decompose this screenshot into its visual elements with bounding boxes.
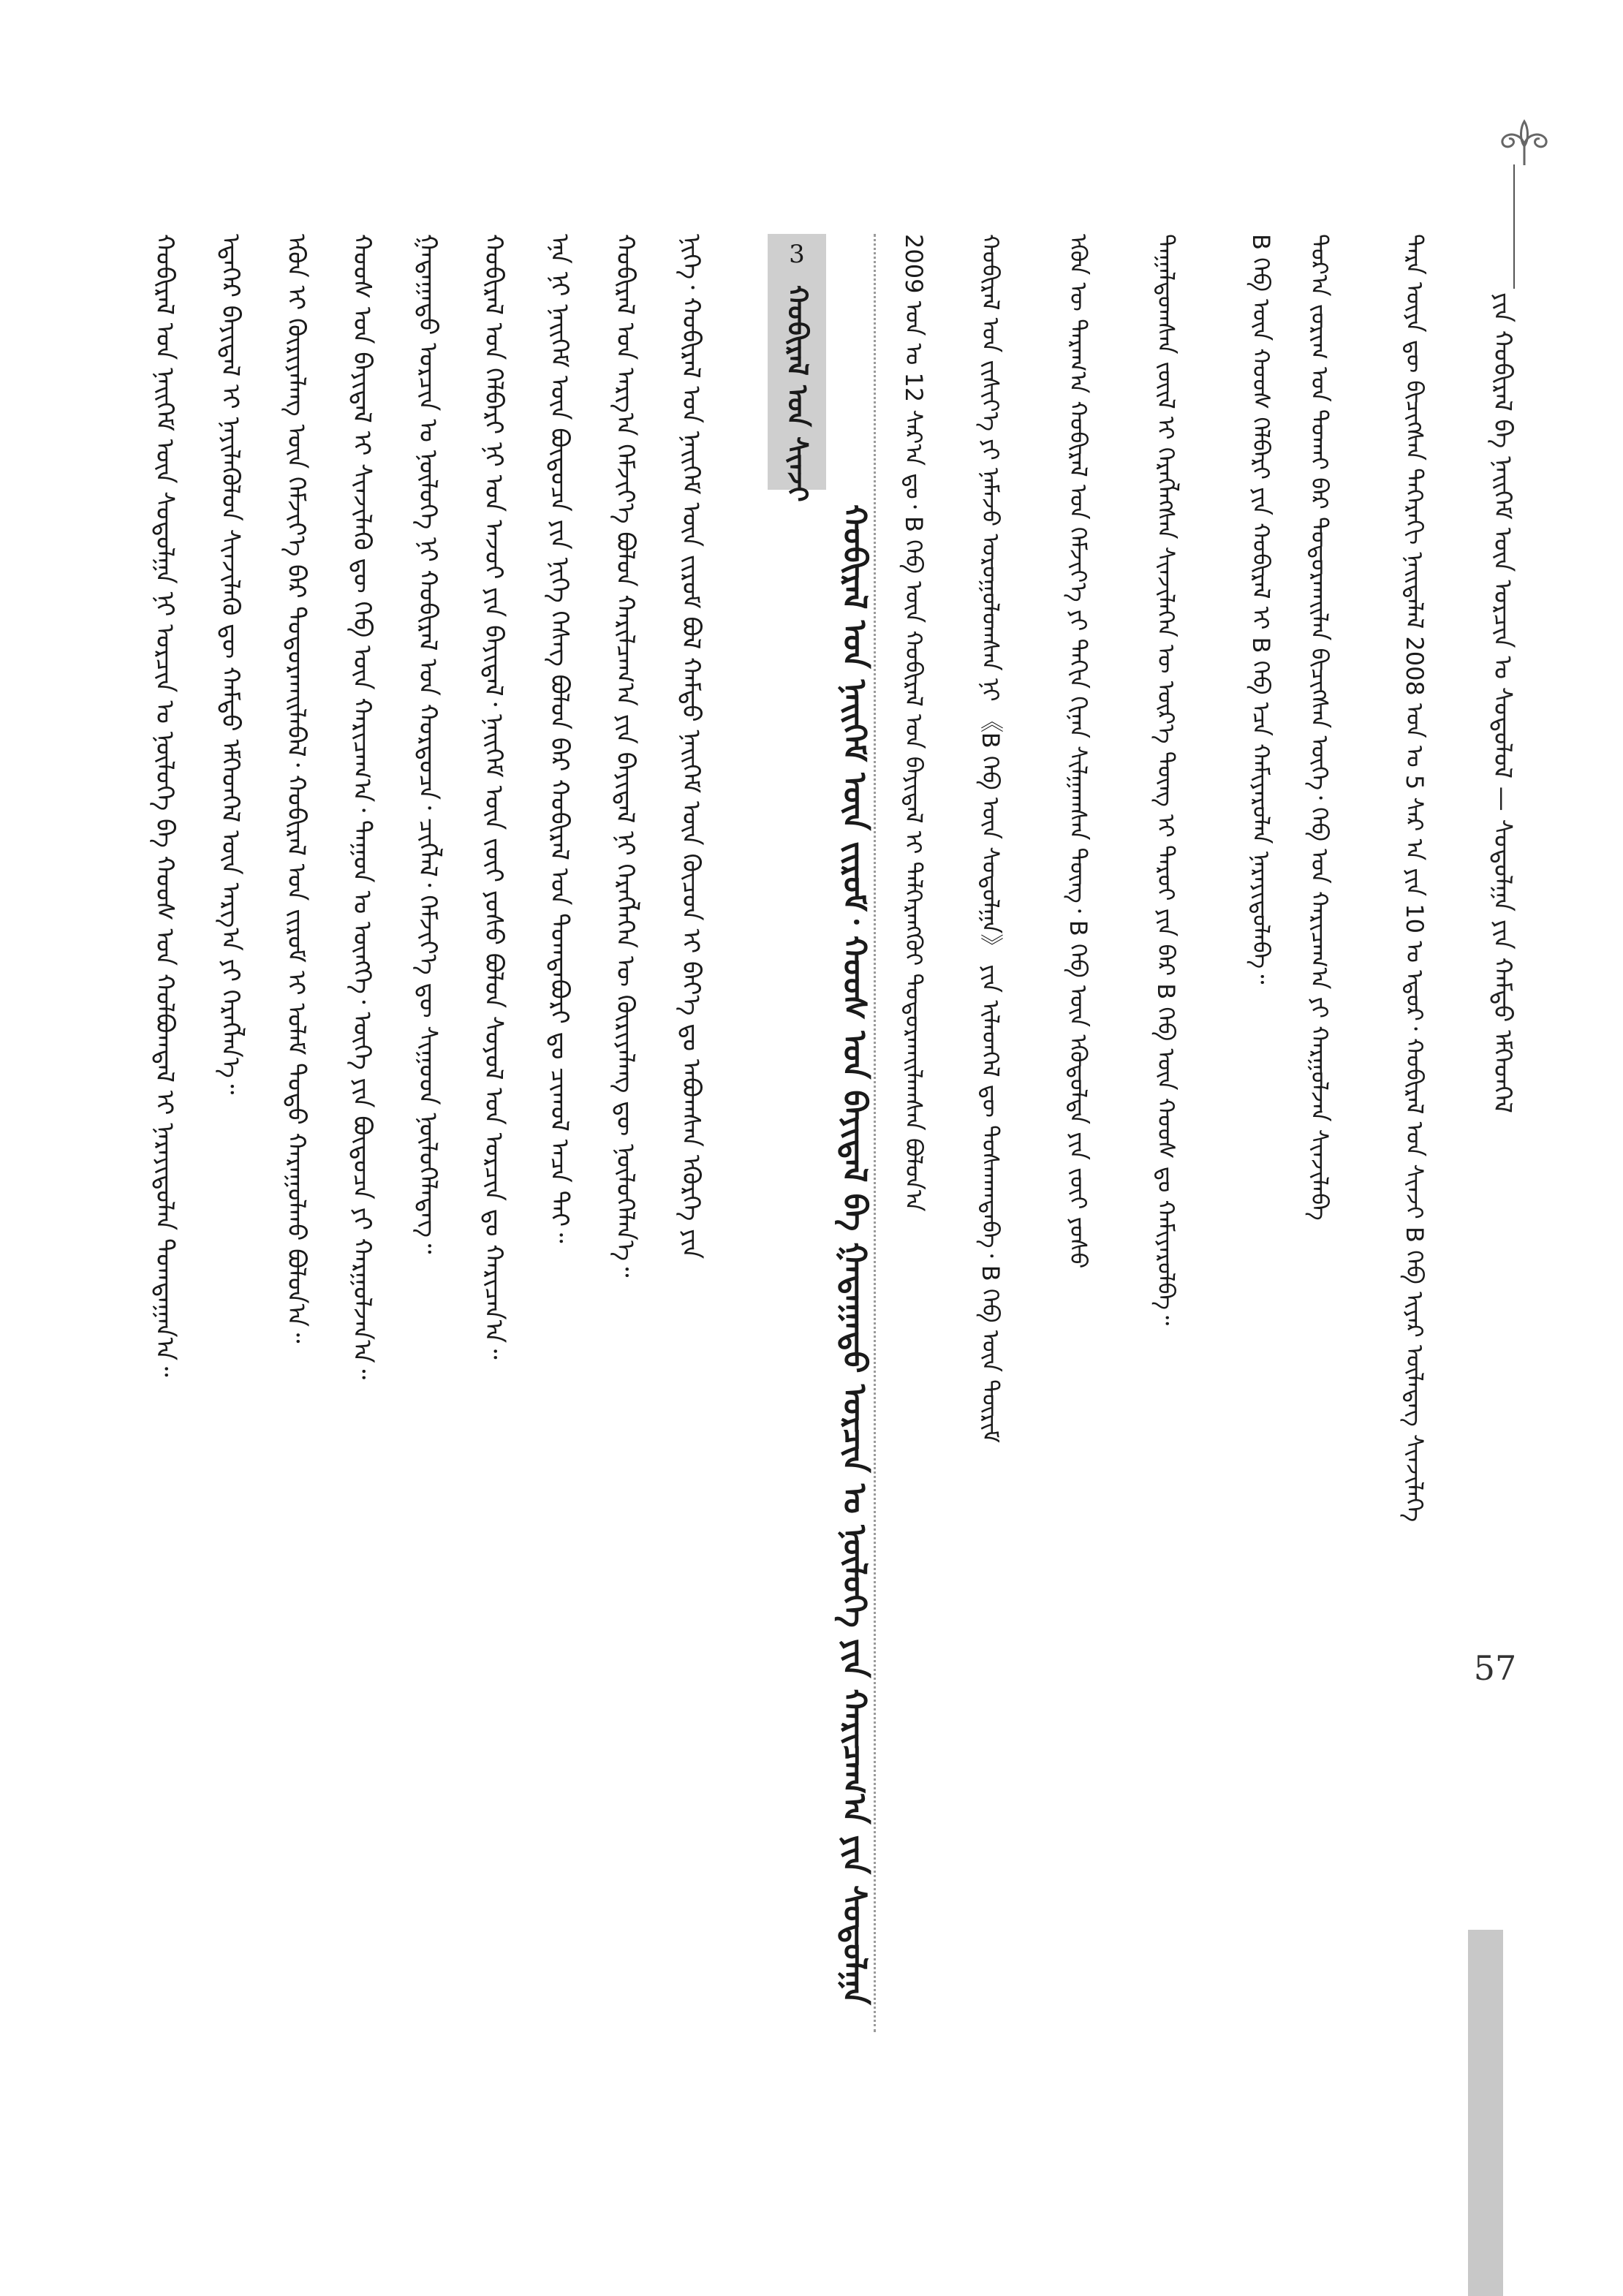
body-text-line: ᠬᠤᠪᠢᠷᠠᠯ ᠤᠨ ᠬᠡᠯᠪᠡᠷᠢ ᠨᠢ ᠡᠳ ᠠᠵᠤᠢ ᠶᠢᠨ ᠪᠠᠶᠢᠳᠠᠯ᠂ ᠨᠡᠢᠭᠡᠮ ᠦᠨ ᠵᠦᠢ ᠶᠣᠰᠤ ᠪᠣᠯᠤᠨ ᠰᠣᠶᠣᠯ ᠤᠨ ᠣᠷᠴᠢᠨ ᠳᠤ ᠬᠠᠷᠢᠴᠠᠨ᠎ᠠ᠃: [479, 234, 508, 1360]
upper-text-line: ᠳᠤᠷ᠎ᠠ ᠵᠣᠷᠢᠭ ᠤᠨ ᠲᠤᠬᠠᠢ ᠪᠠᠷ ᠲᠣᠳᠤᠷᠬᠠᠢᠯᠠᠨ ᠪᠢᠴᠢᠭᠰᠡᠨ ᠦᠭᠡ᠂ ᠬᠡᠪ ᠤᠨ ᠬᠠᠷᠢᠴᠠᠭ᠎ᠠ ᠶᠢ ᠬᠠᠷᠭᠤᠯᠵᠠᠨ ᠰᠢᠨᠵᠢᠯᠡᠪᠡ: [1306, 234, 1333, 1221]
section-heading-box-text: ᠬᠤᠪᠢᠷᠠᠯ ᠤᠨ ᠰᠢᠨᠵᠢ: [782, 285, 814, 502]
body-text-line: ᠡᠨᠡ ᠨᠢ ᠨᠡᠢᠭᠡᠮ ᠦᠨ ᠪᠦᠲᠦᠴᠡ ᠶᠢᠨ ᠨᠢᠭᠡ ᠬᠡᠰᠡᠭ ᠪᠣᠯᠤᠨ ᠪᠡᠷ ᠬᠤᠪᠢᠷᠠᠯ ᠤᠨ ᠲᠣᠭᠲᠠᠪᠤᠷᠢ ᠳᠤ ᠴᠢᠬᠤᠯ ᠠᠴᠠ ᠲᠠᠢ᠃: [545, 234, 574, 1243]
section-number: 3: [789, 240, 805, 269]
body-text-line: ᠡᠳᠡᠭᠡᠷ ᠪᠠᠶᠢᠳᠠᠯ ᠢ ᠨᠡᠶᠢᠯᠡᠭᠦᠯᠦᠨ ᠰᠢᠨᠵᠢᠯᠡᠬᠦ ᠳᠦ ᠬᠠᠮᠲᠤ ᠡᠮᠬᠡᠳᠭᠡᠯ ᠦᠨ ᠠᠷᠭ᠎ᠠ ᠶᠢ ᠬᠡᠷᠡᠭᠯᠡᠨ᠎ᠡ᠃: [216, 234, 245, 1095]
header-ornament-icon: [1484, 117, 1565, 168]
upper-text-line: ᠳᠠᠭᠠᠯᠳᠤᠭᠰᠠᠨ ᠵᠦᠢᠯ ᠢ ᠬᠡᠷᠡᠭᠯᠡᠭᠰᠡᠨ ᠰᠢᠨᠵᠢᠯᠡᠭᠡᠨ ᠦ ᠦᠷ᠎ᠡ ᠳᠦᠩ ᠢ ᠳᠠᠷᠤᠢ ᠶᠢᠨ ᠪᠠᠷ B ᠬᠡᠪ ᠦᠨ ᠬᠣᠣᠰ ᠳᠤ ᠬᠠᠮᠢᠶᠠᠷᠤᠯᠪᠠ᠃: [1152, 234, 1180, 1326]
body-text-line: ᠨᠢᠭᠡ᠂ ᠬᠤᠪᠢᠷᠠᠯ ᠤᠨ ᠨᠡᠢᠭᠡᠮ ᠦᠨ ᠵᠢᠷᠤᠮ ᠪᠣᠯ ᠬᠠᠮᠲᠤ ᠨᠡᠢᠭᠡᠮ ᠦᠨ ᠬᠦᠴᠦᠨ ᠢ ᠪᠡᠶ᠎ᠡ ᠳᠤ ᠠᠪᠤᠭᠰᠠᠨ ᠡᠭᠦᠷᠭᠡ ᠶᠢᠨ: [676, 234, 705, 1259]
body-text-line: ᠡᠭᠦᠨ ᠢ ᠬᠦᠷᠢᠶᠡᠯᠡᠩ ᠦᠨ ᠬᠡᠮᠵᠢᠶ᠎ᠡ ᠪᠠᠷ ᠲᠣᠳᠤᠷᠬᠠᠢᠯᠠᠪᠠᠯ᠂ ᠬᠤᠪᠢᠷᠠᠯ ᠤᠨ ᠵᠢᠷᠤᠮ ᠢ ᠤᠯᠠᠮ ᠲᠣᠳᠤ ᠬᠠᠷᠠᠭᠤᠯᠬᠤ ᠪᠣᠯᠤᠨ᠎ᠠ᠃: [281, 234, 311, 1344]
upper-text-line: ᠲᠡᠷᠡ ᠦᠶᠡ ᠳᠦ ᠪᠢᠴᠢᠭᠰᠡᠨ ᠳᠡᠭᠡᠷᠡᠬᠢ ᠨᠡᠢᠲᠡᠯᠡᠯ 2008 ᠣᠨ ᠤ 5 ᠰᠠᠷ ᠠ ᠶᠢᠨ 10 ᠤ ᠡᠳᠦᠷ᠂ ᠬᠤᠪᠢᠷᠠᠯ ᠤᠨ ᠰᠢᠨᠵᠢ B ᠬᠡᠪ ᠢᠶᠡᠷ ᠦᠯᠡᠳᠡᠭ ᠰᠢᠨᠵᠢᠯᠡᠭᠡ: [1401, 234, 1429, 1523]
body-text-line: ᠬᠤᠪᠢᠷᠠᠯ ᠤᠨ ᠠᠷᠭ᠎ᠠ ᠬᠡᠮᠵᠢᠶ᠎ᠡ ᠪᠣᠯᠤᠨ ᠬᠠᠷᠢᠯᠴᠠᠭ᠎ᠠ ᠶᠢᠨ ᠪᠠᠶᠢᠳᠠᠯ ᠨᠢ ᠬᠡᠷᠡᠭᠯᠡᠭᠡᠨ ᠦ ᠬᠦᠷᠢᠶᠡᠯᠡᠩ ᠳᠦ ᠨᠦᠯᠦᠭᠡᠯᠡᠨ᠎ᠡ᠃: [610, 234, 640, 1278]
body-text-line: ᠬᠤᠪᠢᠷᠠᠯ ᠤᠨ ᠨᠡᠢᠭᠡᠮ ᠦᠨ ᠰᠤᠳᠤᠯᠭᠠ ᠨᠢ ᠣᠷᠴᠢᠨ ᠤ ᠨᠥᠯᠦᠭᠡ ᠪᠠ ᠬᠣᠣᠰ ᠤᠨ ᠬᠣᠯᠪᠣᠭᠳᠠᠯ ᠢ ᠨᠡᠷᠡᠶᠢᠳᠦᠯᠡᠨ ᠲᠣᠭᠲᠠᠭᠠᠨ᠎ᠠ᠃: [150, 234, 179, 1377]
upper-text-line: ᠡᠭᠦᠨ ᠦ ᠳᠠᠷᠠᠭ᠎ᠠ ᠬᠤᠪᠢᠷᠠᠯ ᠤᠨ ᠬᠡᠮᠵᠢᠶ᠎ᠡ ᠶᠢ ᠳᠠᠬᠢᠨ ᠬᠢᠨᠠᠨ ᠰᠢᠯᠭᠠᠭᠰᠠᠨ ᠳᠦᠩ᠂ B ᠬᠡᠪ ᠦᠨ ᠡᠭᠦᠳᠦᠯᠲᠡ ᠶᠢᠨ ᠵᠦᠢ ᠶᠣᠰᠤ: [1064, 234, 1092, 1269]
section-heading-box: [768, 234, 826, 502]
upper-text-line: 2009 ᠣᠨ ᠤ 12 ᠰᠠᠷ᠎ᠠ ᠳᠤ᠂ B ᠬᠡᠪ ᠦᠨ ᠬᠤᠪᠢᠷᠠᠯ ᠤᠨ ᠪᠠᠶᠢᠳᠠᠯ ᠢ ᠳᠡᠯᠭᠡᠷᠡᠩᠭᠦᠢ ᠲᠣᠳᠤᠷᠬᠠᠢᠯᠠᠭᠰᠠᠨ ᠪᠤᠯᠤᠨ᠎ᠠ: [900, 234, 928, 1212]
section-heading: ᠬᠤᠪᠢᠷᠠᠯ ᠤᠨ ᠨᠡᠢᠭᠡᠮ ᠦᠨ ᠵᠢᠷᠤᠮ᠂ ᠬᠣᠣᠰ ᠤᠨ ᠪᠠᠶᠢᠳᠠᠯ ᠪᠠ ᠭᠠᠳᠠᠭᠠᠳᠤ ᠣᠷᠴᠢᠨ ᠤ ᠨᠥᠯᠦᠭᠡ ᠶᠢᠨ ᠬᠠᠷᠢᠴᠠᠭ᠎ᠠ ᠶᠢᠨ ᠰᠤᠳᠤᠯᠭᠠ: [836, 504, 873, 2005]
running-title: ᠶᠢᠨ ᠬᠤᠪᠢᠷᠠᠯ ᠪᠠ ᠨᠡᠢᠭᠡᠮ ᠦᠨ ᠣᠷᠴᠢᠨ ᠤ ᠰᠤᠳᠤᠯᠤᠯ — ᠰᠤᠳᠤᠯᠭᠠ ᠶᠢᠨ ᠬᠠᠮᠲᠤ ᠡᠮᠬᠡᠳᠭᠡᠯ: [1488, 292, 1517, 1113]
header-rule: [1513, 164, 1515, 289]
body-text-line: ᠬᠣᠣᠰ ᠤᠨ ᠪᠠᠶᠢᠳᠠᠯ ᠢ ᠰᠢᠨᠵᠢᠯᠡᠬᠦ ᠳᠦ ᠬᠡᠪ ᠦᠨ ᠬᠠᠷᠢᠴᠠᠭ᠎ᠠ᠂ ᠳᠠᠭᠤᠨ ᠤ ᠥᠩᠭᠡ᠂ ᠦᠭᠡ ᠶᠢᠨ ᠪᠦᠲᠦᠴᠡ ᠶᠢ ᠬᠠᠷᠭᠤᠯᠵᠠᠨ᠎ᠠ᠃: [347, 234, 377, 1380]
page-edge-tab: [1468, 1930, 1503, 2296]
upper-text-line: ᠬᠤᠪᠢᠷᠠᠯ ᠤᠨ ᠵᠢᠱᠢᠶ᠎ᠡ ᠶᠢ ᠨᠡᠮᠡᠵᠦ ᠣᠷᠣᠭᠤᠯᠤᠭᠰᠠᠨ ᠨᠢ 《B ᠬᠡᠪ ᠦᠨ ᠰᠤᠳᠤᠯᠭᠠ》 ᠶᠢᠨ ᠢᠯᠡᠳᠬᠡᠯ ᠳᠦ ᠲᠤᠰᠬᠠᠭᠳᠠᠪᠠ᠂ B ᠬᠡᠪ ᠦᠨ ᠳᠦᠷᠢᠮ: [977, 234, 1005, 1443]
page-number: 57: [1473, 1648, 1517, 1688]
upper-text-line: B ᠬᠡᠪ ᠦᠨ ᠬᠣᠣᠰ ᠬᠡᠯᠪᠡᠷᠢ ᠶᠢᠨ ᠬᠤᠪᠢᠷᠠᠯ ᠢ B ᠬᠡᠪ ᠡᠴᠡ ᠬᠠᠮᠢᠶᠠᠷᠤᠯᠠᠨ ᠨᠡᠷᠡᠶᠢᠳᠦᠯᠡᠪᠡ᠃: [1247, 234, 1275, 985]
body-text-line: ᠭᠠᠳᠠᠭᠠᠳᠤ ᠣᠷᠴᠢᠨ ᠤ ᠨᠥᠯᠦᠭᠡ ᠨᠢ ᠬᠤᠪᠢᠷᠠᠯ ᠤᠨ ᠬᠤᠷᠳᠤᠴᠠ᠂ ᠴᠢᠭᠯᠡᠯ᠂ ᠬᠡᠮᠵᠢᠶ᠎ᠡ ᠳᠦ ᠰᠢᠭ᠋ᠤᠳ ᠨᠥᠯᠦᠭᠡᠯᠡᠳᠡᠭ᠃: [413, 234, 442, 1254]
